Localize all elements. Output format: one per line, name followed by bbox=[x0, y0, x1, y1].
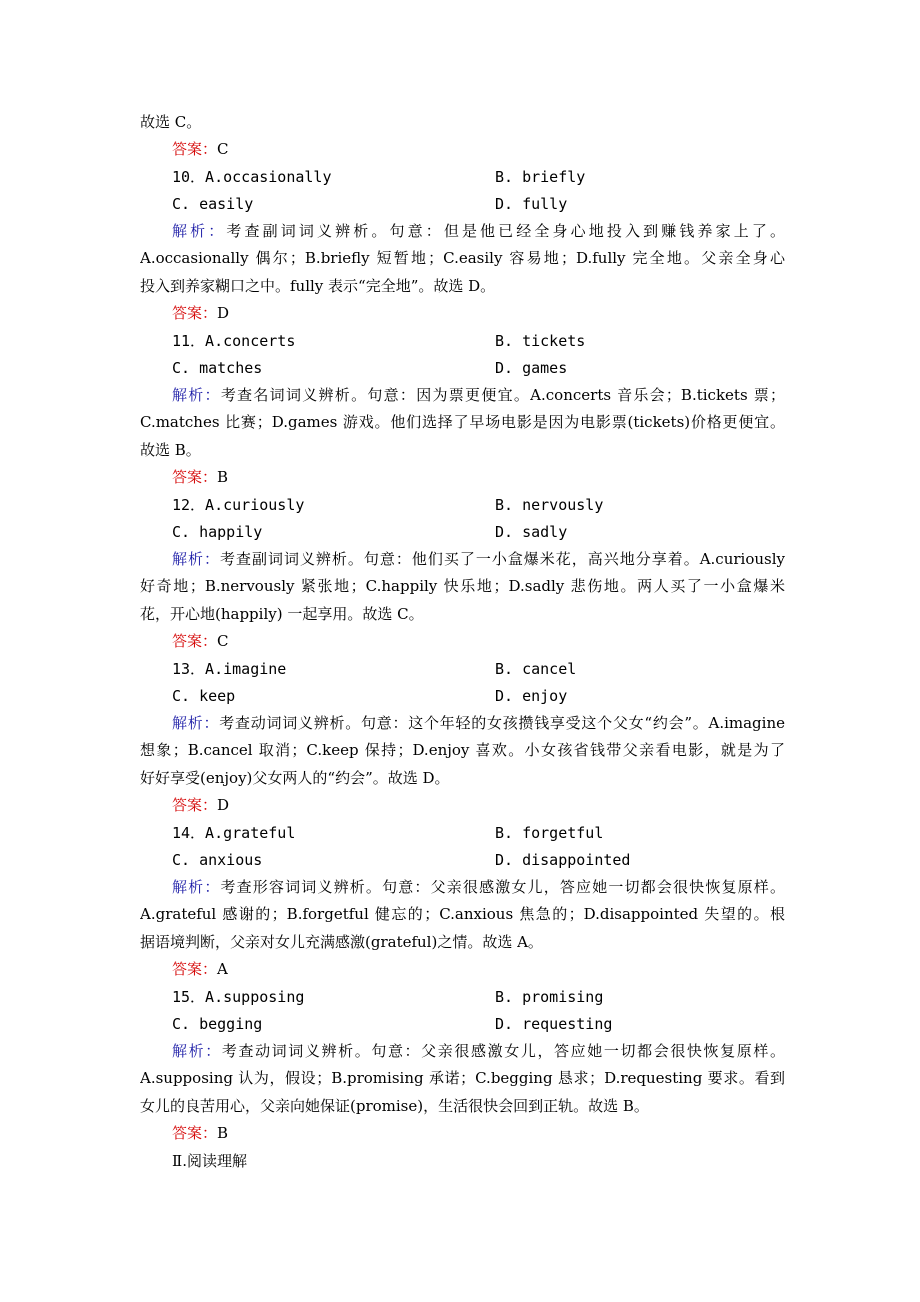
answer-value: C bbox=[217, 140, 229, 158]
option-a: 13．A.imagine bbox=[172, 660, 287, 678]
question-15-row-1 bbox=[0, 984, 920, 1011]
explanation-line bbox=[140, 245, 785, 272]
explanation-line bbox=[140, 109, 785, 136]
question-13-row-2 bbox=[0, 683, 920, 710]
option-b: B. cancel bbox=[495, 660, 577, 678]
option-a: 11．A.concerts bbox=[172, 332, 296, 350]
text: 考查动词词义辨析。句意：父亲很感激女儿，答应她一切都会很快恢复原样。 bbox=[221, 1042, 785, 1060]
question-11-row-1 bbox=[0, 328, 920, 355]
question-10-row-2 bbox=[0, 191, 920, 218]
text: 故选 B。 bbox=[140, 441, 201, 459]
answer-line bbox=[172, 136, 785, 163]
option-a: 15．A.supposing bbox=[172, 988, 305, 1006]
text: 花，开心地(happily) 一起享用。故选 C。 bbox=[140, 605, 424, 623]
text: 女儿的良苦用心，父亲向她保证(promise)，生活很快会回到正轨。故选 B。 bbox=[140, 1097, 649, 1115]
option-c: C. matches bbox=[172, 359, 263, 377]
option-b: B. forgetful bbox=[495, 824, 604, 842]
answer-label: 答案： bbox=[172, 1124, 218, 1142]
answer-line bbox=[172, 300, 785, 327]
explanation-line bbox=[172, 874, 785, 901]
explanation-line bbox=[140, 437, 785, 464]
explanation-line bbox=[140, 573, 785, 600]
text: 考查名词词义辨析。句意：因为票更便宜。A.concerts 音乐会；B.tickets 票； bbox=[220, 386, 785, 404]
option-d: D. disappointed bbox=[495, 851, 631, 869]
option-a: 12．A.curiously bbox=[172, 496, 305, 514]
answer-value: B bbox=[217, 468, 229, 486]
question-14-row-2 bbox=[0, 847, 920, 874]
option-b: B. briefly bbox=[495, 168, 586, 186]
explanation-label: 解析： bbox=[172, 222, 227, 240]
explanation-line bbox=[172, 546, 785, 573]
explanation-line bbox=[140, 765, 785, 792]
explanation-line bbox=[140, 273, 785, 300]
text: 好奇地；B.nervously 紧张地；C.happily 快乐地；D.sadly 悲伤地。两人买了一小盒爆米 bbox=[140, 577, 785, 595]
option-d: D. games bbox=[495, 359, 568, 377]
answer-line bbox=[172, 464, 785, 491]
text: 考查副词词义辨析。句意：但是他已经全身心地投入到赚钱养家上了。 bbox=[226, 222, 785, 240]
text: A.supposing 认为，假设；B.promising 承诺；C.begging 恳求；D.requesting 要求。看到 bbox=[140, 1069, 785, 1087]
explanation-line bbox=[172, 1038, 785, 1065]
answer-line bbox=[172, 628, 785, 655]
answer-line bbox=[172, 1120, 785, 1147]
explanation-line bbox=[140, 409, 785, 436]
section-heading bbox=[172, 1148, 785, 1175]
text: 考查动词词义辨析。句意：这个年轻的女孩攒钱享受这个父女“约会”。A.imagine bbox=[219, 714, 785, 732]
question-12-row-1 bbox=[0, 492, 920, 519]
explanation-line bbox=[140, 1093, 785, 1120]
option-c: C. anxious bbox=[172, 851, 263, 869]
option-d: D. sadly bbox=[495, 523, 568, 541]
answer-label: 答案： bbox=[172, 632, 218, 650]
text: 考查形容词词义辨析。句意：父亲很感激女儿，答应她一切都会很快恢复原样。 bbox=[220, 878, 785, 896]
option-b: B. tickets bbox=[495, 332, 586, 350]
option-d: D. fully bbox=[495, 195, 568, 213]
explanation-line bbox=[140, 929, 785, 956]
text: C.matches 比赛；D.games 游戏。他们选择了早场电影是因为电影票(tickets)价格更便宜。 bbox=[140, 413, 785, 431]
explanation-label: 解析： bbox=[172, 550, 220, 568]
text: 想象；B.cancel 取消；C.keep 保持；D.enjoy 喜欢。小女孩省钱带父亲看电影，就是为了 bbox=[140, 741, 785, 759]
option-c: C. easily bbox=[172, 195, 254, 213]
question-11-row-2 bbox=[0, 355, 920, 382]
option-b: B. promising bbox=[495, 988, 604, 1006]
explanation-line bbox=[172, 218, 785, 245]
answer-value: A bbox=[217, 960, 228, 978]
answer-label: 答案： bbox=[172, 796, 218, 814]
explanation-label: 解析： bbox=[172, 714, 220, 732]
question-15-row-2 bbox=[0, 1011, 920, 1038]
answer-label: 答案： bbox=[172, 304, 218, 322]
answer-line bbox=[172, 792, 785, 819]
text: 投入到养家糊口之中。fully 表示“完全地”。故选 D。 bbox=[140, 277, 496, 295]
question-10-row-1 bbox=[0, 164, 920, 191]
explanation-line bbox=[140, 901, 785, 928]
answer-value: D bbox=[217, 304, 230, 322]
text: 考查副词词义辨析。句意：他们买了一小盒爆米花，高兴地分享着。A.curiously bbox=[219, 550, 785, 568]
explanation-line bbox=[140, 1065, 785, 1092]
text: 故选 C。 bbox=[140, 113, 202, 131]
explanation-line bbox=[140, 737, 785, 764]
answer-value: C bbox=[217, 632, 229, 650]
text: A.occasionally 偶尔；B.briefly 短暂地；C.easily 容易地；D.fully 完全地。父亲全身心 bbox=[140, 249, 785, 267]
option-c: C. begging bbox=[172, 1015, 263, 1033]
text: A.grateful 感谢的；B.forgetful 健忘的；C.anxious 焦急的；D.disappointed 失望的。根 bbox=[140, 905, 785, 923]
explanation-label: 解析： bbox=[172, 878, 221, 896]
answer-line bbox=[172, 956, 785, 983]
question-14-row-1 bbox=[0, 820, 920, 847]
option-a: 14．A.grateful bbox=[172, 824, 296, 842]
answer-value: D bbox=[217, 796, 230, 814]
answer-label: 答案： bbox=[172, 960, 218, 978]
option-c: C. keep bbox=[172, 687, 236, 705]
option-c: C. happily bbox=[172, 523, 263, 541]
explanation-line bbox=[172, 710, 785, 737]
text: 据语境判断，父亲对女儿充满感激(grateful)之情。故选 A。 bbox=[140, 933, 543, 951]
option-d: D. enjoy bbox=[495, 687, 568, 705]
answer-label: 答案： bbox=[172, 468, 218, 486]
explanation-label: 解析： bbox=[172, 386, 221, 404]
explanation-label: 解析： bbox=[172, 1042, 222, 1060]
option-b: B. nervously bbox=[495, 496, 604, 514]
option-a: 10．A.occasionally bbox=[172, 168, 332, 186]
text: 好好享受(enjoy)父女两人的“约会”。故选 D。 bbox=[140, 769, 450, 787]
section-title: Ⅱ.阅读理解 bbox=[172, 1152, 247, 1170]
option-d: D. requesting bbox=[495, 1015, 613, 1033]
explanation-line bbox=[140, 601, 785, 628]
question-12-row-2 bbox=[0, 519, 920, 546]
question-13-row-1 bbox=[0, 656, 920, 683]
explanation-line bbox=[172, 382, 785, 409]
answer-label: 答案： bbox=[172, 140, 218, 158]
answer-value: B bbox=[217, 1124, 229, 1142]
